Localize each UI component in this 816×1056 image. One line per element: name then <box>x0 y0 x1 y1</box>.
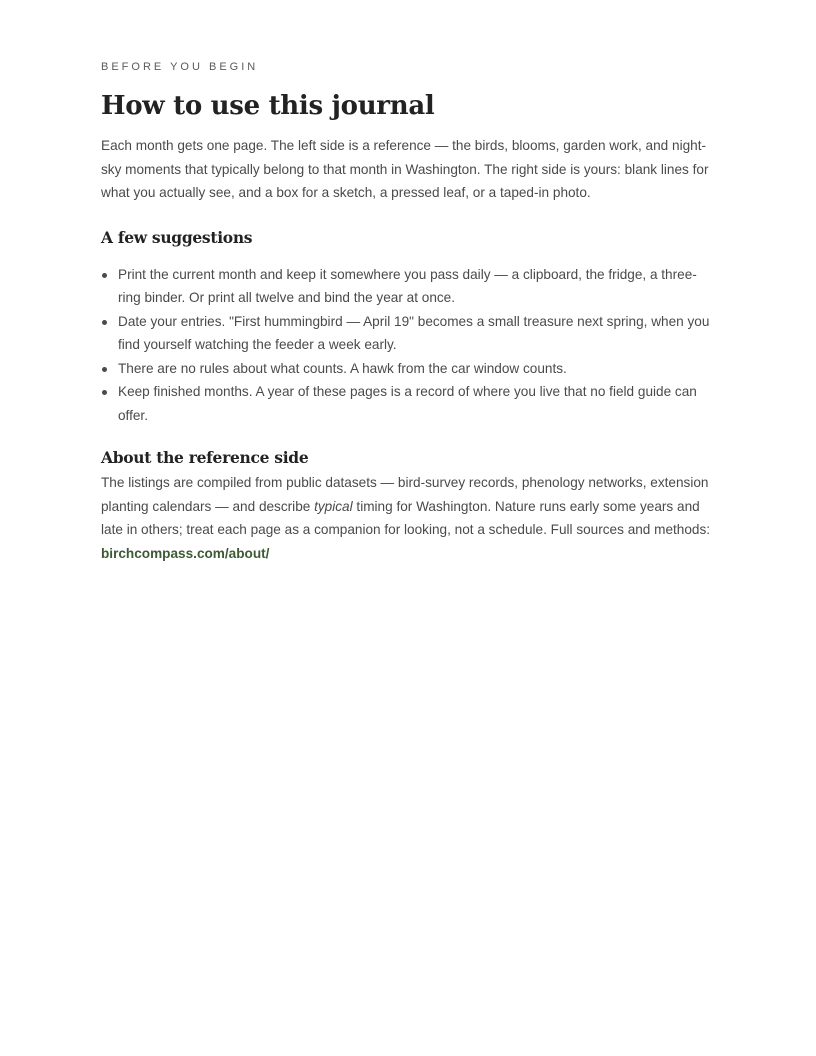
list-item-text: Print the current month and keep it somewhere you pass daily — a clipboard, the fridge, a three-ring binder. Or print all twelve and bind the year at once. <box>118 266 697 305</box>
list-item-text: There are no rules about what counts. A hawk from the car window counts. <box>118 360 567 376</box>
list-item <box>101 380 717 427</box>
intro-paragraph: Each month gets one page. The left side is a reference — the birds, blooms, garden work, and night-sky moments that typically belong to that month in Washington. The right side is yours: blank lines for what you actually see, and a box for a sketch, a pressed leaf, or a taped-in photo. <box>101 138 709 200</box>
list-item <box>101 263 717 310</box>
suggestions-heading: A few suggestions <box>101 227 253 247</box>
bullet-icon <box>102 367 107 372</box>
reference-text-end: timing for Washington. Nature runs early some years and late in others; treat each page as a companion for looking, not a schedule. Full sources and methods: <box>101 498 711 537</box>
about-link[interactable]: birchcompass.com/about/ <box>101 545 270 561</box>
bullet-icon <box>102 390 107 395</box>
list-item <box>101 310 717 357</box>
page-title: How to use this journal <box>101 91 435 121</box>
journal-page <box>101 58 717 565</box>
reference-text-start: The listings are compiled from public datasets — bird-survey records, phenology networks, extension planting calendars — and describe <box>101 475 709 514</box>
reference-heading: About the reference side <box>101 448 309 467</box>
list-item-text: Date your entries. "First hummingbird — April 19" becomes a small treasure next spring, when you find yourself watching the feeder a week early. <box>118 313 710 352</box>
reference-paragraph <box>101 471 717 565</box>
bullet-icon <box>102 320 107 325</box>
list-item <box>101 357 717 381</box>
list-item-text: Keep finished months. A year of these pages is a record of where you live that no field guide can offer. <box>118 384 697 423</box>
suggestions-list <box>101 263 717 428</box>
bullet-icon <box>102 273 107 278</box>
eyebrow-label: BEFORE YOU BEGIN <box>101 61 259 73</box>
reference-emphasis: typical <box>314 498 353 514</box>
